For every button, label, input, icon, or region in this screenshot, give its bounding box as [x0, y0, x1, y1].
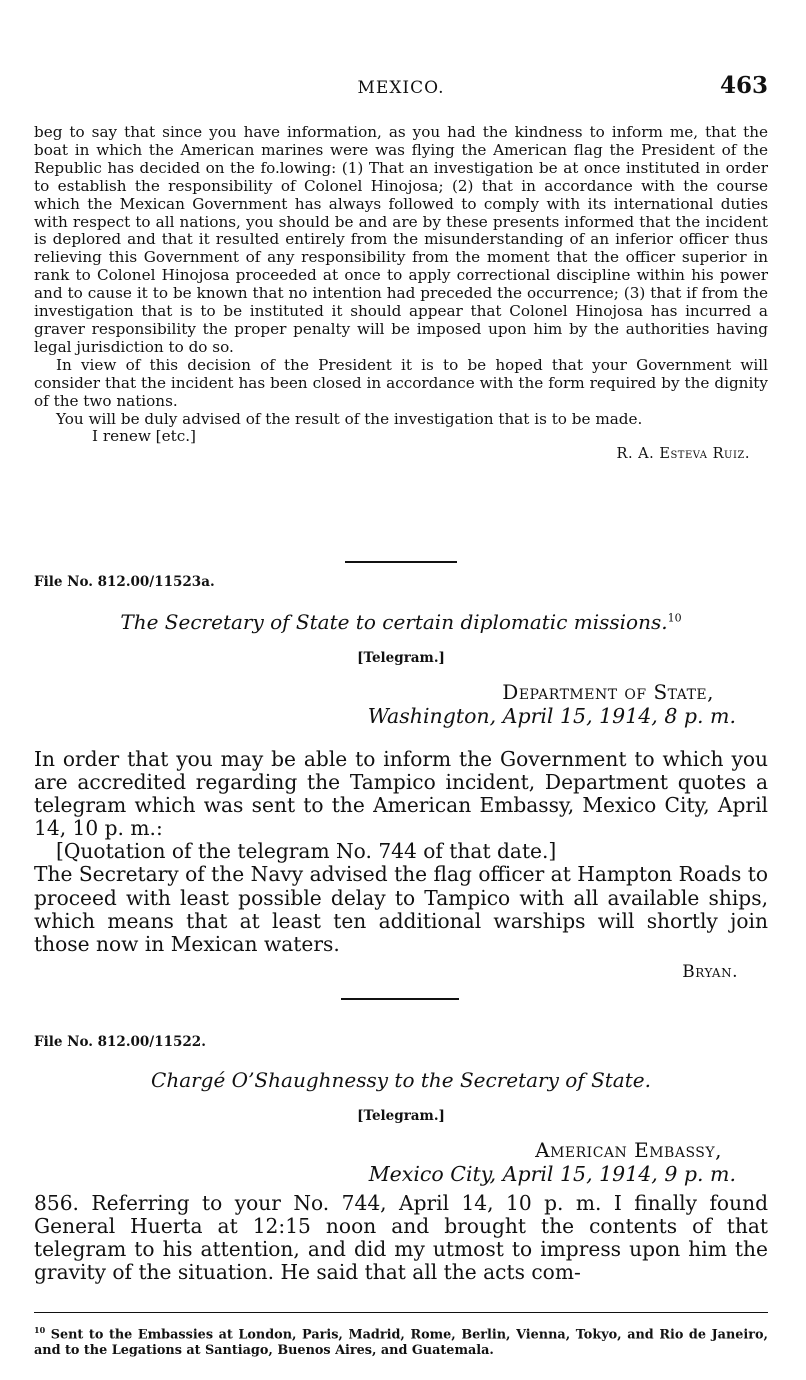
- document-2: [34, 1034, 768, 1284]
- section-divider-2: [341, 998, 459, 1000]
- footnote-text: Sent to the Embassies at London, Paris, Madrid, Rome, Berlin, Vienna, Tokyo, and Rio de Janeiro, and to the Legations at Santiago, Buenos Aires, and Guatemala.: [34, 1327, 768, 1359]
- letter-closing: I renew [etc.]: [92, 427, 196, 446]
- telegram-paragraph-2: [Quotation of the telegram No. 744 of that date.]: [56, 839, 557, 864]
- letter-paragraph-3: You will be duly advised of the result of the investigation that is to be made.: [56, 409, 643, 428]
- telegram-body: [34, 748, 768, 956]
- document-heading: Chargé O’Shaughnessy to the Secretary of State.: [151, 1068, 651, 1092]
- file-number: File No. 812.00/11522.: [34, 1034, 206, 1050]
- document-1: [34, 574, 768, 982]
- running-head: [34, 72, 768, 106]
- running-title: MEXICO.: [357, 78, 445, 98]
- telegram-paragraph-1: In order that you may be able to inform the Government to which you are accredited regarding the Tampico incident, Department quotes a telegram which was sent to the American Embassy, Mexico City, April 14, 10 p. m.:: [34, 747, 768, 841]
- department-line: American Embassy,: [535, 1138, 722, 1162]
- telegram-paragraph-1: 856. Referring to your No. 744, April 14, 10 p. m. I finally found General Huerta at 12:15 noon and brought the contents of that telegram to his attention, and did my utmost to impress upon him the gravity of the situation. He said that all the acts com-: [34, 1191, 768, 1285]
- dateline: Washington, April 15, 1914, 8 p. m.: [367, 704, 736, 728]
- page-number: 463: [719, 72, 768, 99]
- letter-paragraph-1: beg to say that since you have information, as you had the kindness to inform me, that the boat in which the American marines were was flying the American flag the President of the Republic has decided on the fo.lowing: (1) That an investigation be at once instituted in order to establish the responsibility of Colonel Hinojosa; (2) that in accordance with the course which the Mexican Government has always followed to comply with its international duties with respect to all nations, you should be and are by these presents informed that the incident is deplored and that it resulted entirely from the misunderstanding of an inferior officer thus relieving this Government of any responsibility from the moment that the officer superior in rank to Colonel Hinojosa proceeded at once to apply correctional discipline within his power and to cause it to be known that no intention had preceded the occurrence; (3) that if from the investigation that is to be instituted it should appear that Colonel Hinojosa has incurred a graver responsibility the proper penalty will be imposed upon him by the authorities having legal jurisdiction to do so.: [34, 123, 768, 356]
- heading-text: The Secretary of State to certain diplomatic missions.: [120, 610, 668, 634]
- letter-paragraph-2: In view of this decision of the President it is to be hoped that your Government will consider that the incident has been closed in accordance with the form required by the dignity of the two nations.: [34, 355, 768, 410]
- telegram-label: [Telegram.]: [357, 650, 445, 666]
- footnote: [34, 1322, 768, 1359]
- file-number: File No. 812.00/11523a.: [34, 574, 215, 590]
- letter-signature: R. A. Esteva Ruiz.: [616, 446, 750, 463]
- document-page: [34, 0, 768, 1380]
- telegram-signature: Bryan.: [682, 961, 738, 982]
- footnote-divider: [34, 1312, 768, 1313]
- document-heading: [34, 610, 768, 634]
- letter-continuation: [34, 124, 768, 464]
- footnote-marker: 10: [34, 1325, 46, 1335]
- dateline: Mexico City, April 15, 1914, 9 p. m.: [368, 1162, 736, 1186]
- telegram-paragraph-3: The Secretary of the Navy advised the flag officer at Hampton Roads to proceed with least possible delay to Tampico with all available ships, which means that at least ten additional warships will shortly join those now in Mexican waters.: [34, 862, 768, 956]
- telegram-label: [Telegram.]: [357, 1108, 445, 1124]
- telegram-body: [34, 1192, 768, 1284]
- department-line: Department of State,: [502, 680, 714, 704]
- footnote-reference: 10: [667, 611, 682, 625]
- section-divider-1: [345, 561, 457, 563]
